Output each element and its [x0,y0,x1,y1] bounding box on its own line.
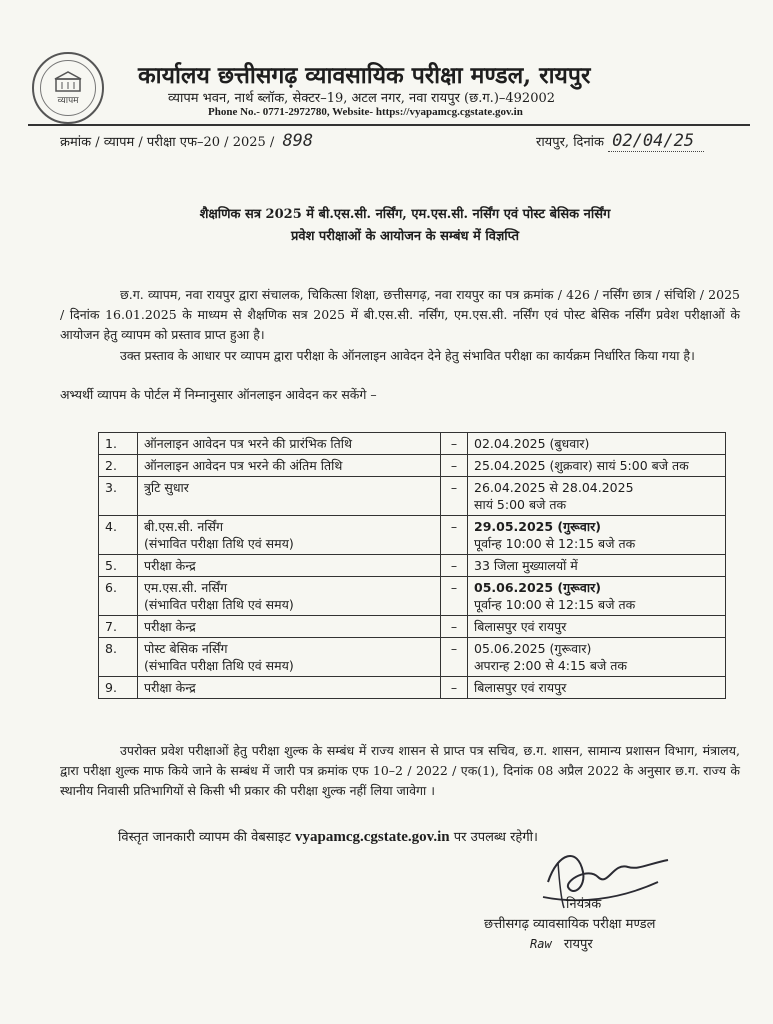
paragraph-schedule-basis-text: उक्त प्रस्ताव के आधार पर व्यापम द्वारा परीक्षा के ऑनलाइन आवेदन देने हेतु संभावित परीक्षा का कार्यक्रम निर्धारित किया गया है। [120,348,695,363]
schedule-value-line-2: अपरान्ह 2:00 से 4:15 बजे तक [474,658,627,673]
signatory-city: रायपुर [563,937,593,952]
schedule-item-label [138,516,441,555]
schedule-item-label [138,555,441,577]
schedule-item-value [468,555,726,577]
paragraph-apply-intro: अभ्यर्थी व्यापम के पोर्टल में निम्नानुसार ऑनलाइन आवेदन कर सकेंगे – [60,387,377,402]
date-handwritten: 02/04/25 [612,131,695,151]
signatory-designation: नियंत्रक [566,897,602,912]
schedule-label-line-1: ऑनलाइन आवेदन पत्र भरने की अंतिम तिथि [144,458,343,473]
schedule-row [99,677,726,699]
schedule-row [99,577,726,616]
schedule-item-label [138,638,441,677]
website-prefix: विस्तृत जानकारी व्यापम की वेबसाइट [118,830,291,845]
schedule-value-line-2: सायं 5:00 बजे तक [474,497,567,512]
subject-line-2: प्रवेश परीक्षाओं के आयोजन के सम्बंध में विज्ञप्ति [290,229,520,244]
schedule-row [99,555,726,577]
schedule-row [99,455,726,477]
schedule-item-value [468,455,726,477]
schedule-item-value [468,577,726,616]
schedule-item-label [138,477,441,516]
reference-handwritten-number: 898 [282,131,314,151]
website-suffix: पर उपलब्ध रहेगी। [453,830,538,845]
header-divider [28,124,750,126]
schedule-row [99,516,726,555]
schedule-value-line-1: बिलासपुर एवं रायपुर [474,619,567,634]
schedule-serial: 4. [99,516,138,555]
logo-emblem-icon [40,60,96,116]
website-info [118,827,538,846]
schedule-separator: – [441,455,468,477]
schedule-value-line-1: 33 जिला मुख्यालयों में [474,558,578,573]
schedule-label-line-1: एम.एस.सी. नर्सिंग [144,580,227,595]
building-icon [53,71,83,93]
office-contact: Phone No.- 0771-2972780, Website- https://vyapamcg.cgstate.gov.in [208,106,523,118]
schedule-item-value [468,516,726,555]
schedule-label-line-1: परीक्षा केन्द्र [144,680,196,695]
date-prefix: रायपुर, दिनांक [536,135,605,150]
schedule-separator: – [441,677,468,699]
schedule-item-label [138,616,441,638]
schedule-serial: 8. [99,638,138,677]
schedule-item-label [138,433,441,455]
schedule-item-value [468,433,726,455]
schedule-value-line-1: 05.06.2025 (गुरूवार) [474,580,601,595]
schedule-value-line-2: पूर्वान्ह 10:00 से 12:15 बजे तक [474,597,636,612]
schedule-serial: 5. [99,555,138,577]
schedule-serial: 9. [99,677,138,699]
reference-number [60,131,313,151]
schedule-label-line-1: पोस्ट बेसिक नर्सिंग [144,641,228,656]
schedule-label-line-2: (संभावित परीक्षा तिथि एवं समय) [144,597,294,612]
vyapam-logo [32,52,104,124]
schedule-value-line-2: पूर्वान्ह 10:00 से 12:15 बजे तक [474,536,636,551]
schedule-table-body [99,433,726,699]
schedule-label-line-1: ऑनलाइन आवेदन पत्र भरने की प्रारंभिक तिथि [144,436,353,451]
signatory-organization: छत्तीसगढ़ व्यावसायिक परीक्षा मण्डल [484,917,656,932]
schedule-item-label [138,577,441,616]
schedule-item-label [138,677,441,699]
schedule-serial: 3. [99,477,138,516]
reference-date [536,131,704,152]
schedule-item-value [468,616,726,638]
schedule-value-line-1: बिलासपुर एवं रायपुर [474,680,567,695]
schedule-item-label [138,455,441,477]
schedule-separator: – [441,516,468,555]
schedule-label-line-1: त्रुटि सुधार [144,480,189,495]
notice-subject [60,204,750,248]
schedule-label-line-1: बी.एस.सी. नर्सिंग [144,519,223,534]
handwritten-initials: Raw [530,937,552,951]
schedule-label-line-2: (संभावित परीक्षा तिथि एवं समय) [144,658,294,673]
schedule-separator: – [441,433,468,455]
schedule-serial: 2. [99,455,138,477]
schedule-value-line-1: 05.06.2025 (गुरूवार) [474,641,592,656]
signatory-location [530,934,593,952]
schedule-value-line-1: 26.04.2025 से 28.04.2025 [474,480,634,495]
paragraph-proposal-text: छ.ग. व्यापम, नवा रायपुर द्वारा संचालक, चिकित्सा शिक्षा, छत्तीसगढ़, नवा रायपुर का पत्र क्रमांक / 426 / नर्सिंग छात्र / संचिशि / 2025 / दिनांक 16.01.2025 के माध्यम से शैक्षणिक सत्र 2025 में बी.एस.सी. नर्सिंग, एम.एस.सी. नर्सिंग एवं पोस्ट बेसिक नर्सिंग प्रवेश परीक्षाओं के आयोजन हेतु व्यापम को प्रस्ताव प्राप्त हुआ है। [60,287,740,342]
paragraph-schedule-basis [60,346,740,366]
schedule-label-line-1: परीक्षा केन्द्र [144,558,196,573]
schedule-serial: 6. [99,577,138,616]
schedule-value-line-1: 29.05.2025 (गुरूवार) [474,519,601,534]
schedule-row [99,433,726,455]
schedule-serial: 7. [99,616,138,638]
schedule-separator: – [441,477,468,516]
schedule-row [99,477,726,516]
subject-line-1: शैक्षणिक सत्र 2025 में बी.एस.सी. नर्सिंग, एम.एस.सी. नर्सिंग एवं पोस्ट बेसिक नर्सिंग [199,207,611,222]
schedule-item-value [468,638,726,677]
schedule-separator: – [441,638,468,677]
schedule-row [99,638,726,677]
office-title: कार्यालय छत्तीसगढ़ व्यावसायिक परीक्षा मण्डल, रायपुर [138,62,591,89]
paragraph-proposal [60,285,740,345]
website-link[interactable]: vyapamcg.cgstate.gov.in [295,829,450,845]
schedule-table [98,432,726,699]
handwritten-signature [538,842,688,912]
paragraph-fee-exemption-text: उपरोक्त प्रवेश परीक्षाओं हेतु परीक्षा शुल्क के सम्बंध में राज्य शासन से प्राप्त पत्र सचिव, छ.ग. शासन, सामान्य प्रशासन विभाग, मंत्रालय, द्वारा परीक्षा शुल्क माफ किये जाने के सम्बंध में जारी पत्र क्रमांक एफ 10–2 / 2022 / एक(1), दिनांक 08 अप्रैल 2022 के अनुसार छ.ग. राज्य के स्थानीय निवासी प्रतिभागियों से किसी भी प्रकार की परीक्षा शुल्क नहीं लिया जावेगा । [60,743,740,798]
schedule-label-line-1: परीक्षा केन्द्र [144,619,196,634]
schedule-item-value [468,677,726,699]
schedule-value-line-1: 25.04.2025 (शुक्रवार) सायं 5:00 बजे तक [474,458,689,473]
schedule-separator: – [441,555,468,577]
office-address: व्यापम भवन, नार्थ ब्लॉक, सेक्टर–19, अटल नगर, नवा रायपुर (छ.ग.)–492002 [168,91,556,106]
schedule-label-line-2: (संभावित परीक्षा तिथि एवं समय) [144,536,294,551]
schedule-item-value [468,477,726,516]
schedule-value-line-1: 02.04.2025 (बुधवार) [474,436,590,451]
reference-prefix: क्रमांक / व्यापम / परीक्षा एफ–20 / 2025 / [60,135,275,150]
schedule-separator: – [441,577,468,616]
schedule-row [99,616,726,638]
schedule-serial: 1. [99,433,138,455]
logo-text: व्यापम [57,95,79,106]
schedule-separator: – [441,616,468,638]
paragraph-fee-exemption [60,741,740,801]
